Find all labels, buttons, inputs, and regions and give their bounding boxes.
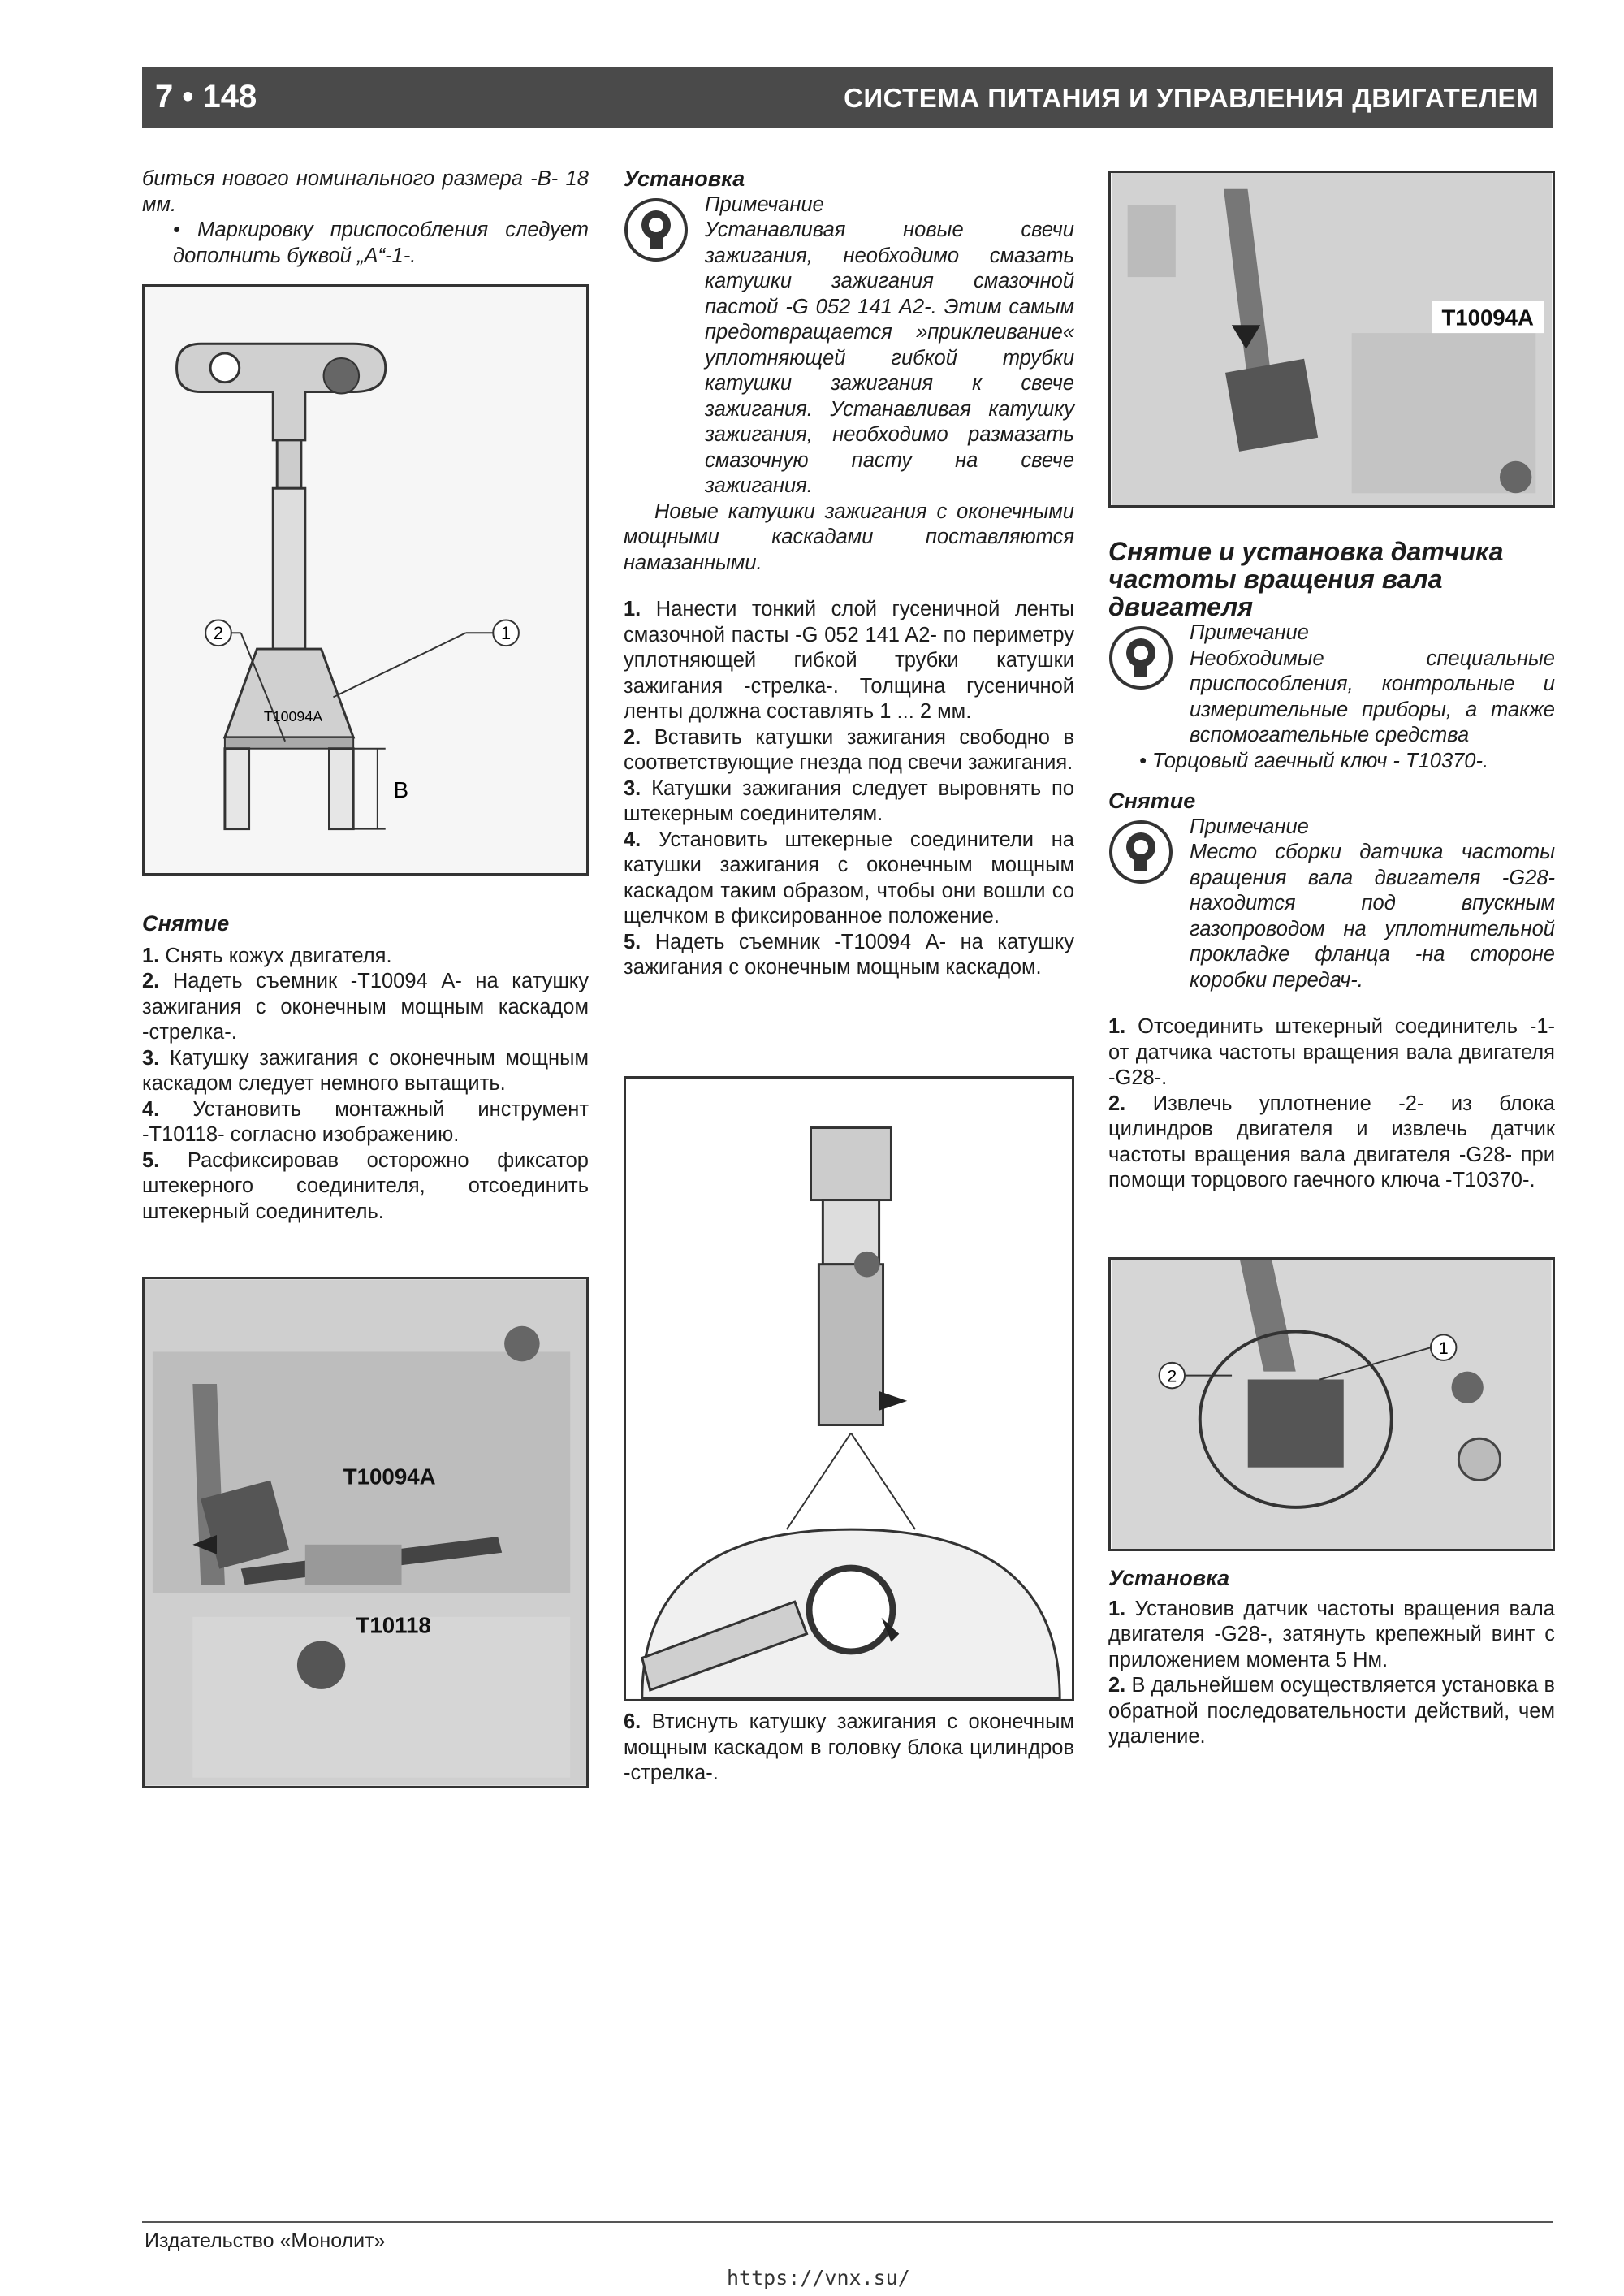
step-item: 5. Расфиксировав осторожно фиксатор штекерного соединителя, отсоединить штекерный соединитель. (142, 1148, 589, 1223)
step-item: 1. Снять кожух двигателя. (142, 944, 392, 967)
callout-1: 1 (501, 623, 512, 644)
callout-2: 2 (1167, 1365, 1177, 1386)
step-item: 2. Вставить катушки зажигания свободно в соответствующие гнезда под свечи зажигания. (624, 725, 1074, 774)
step-item: 1. Установив датчик частоты вращения вала двигателя -G28-, затянуть крепежный винт с приложением момента 5 Нм. (1108, 1597, 1555, 1671)
column-middle (624, 166, 1074, 981)
figure-tool-t10094a (142, 284, 589, 876)
note-bullet: • Торцовый гаечный ключ - Т10370-. (1139, 749, 1489, 772)
tool-drawing (145, 287, 586, 873)
note-block-2 (1108, 815, 1555, 994)
lightbulb-icon (1108, 819, 1173, 884)
intro-bullet: • Маркировку приспособления следует дополнить буквой „А“-1-. (173, 218, 589, 267)
logo-icon (854, 1252, 880, 1278)
step-item: 2. Надеть съемник -Т10094 А- на катушку зажигания с оконечным мощным каскадом -стрелка-. (142, 970, 589, 1044)
figure-coil-paste (624, 1076, 1074, 1701)
step-item: 3. Катушки зажигания следует выровнять по штекерным соединителям. (624, 776, 1074, 825)
note-block-1 (1108, 620, 1555, 749)
note-title: Примечание (705, 192, 824, 216)
dimension-b-label: B (393, 777, 409, 803)
lightbulb-icon (1108, 625, 1173, 690)
step-item: 1. Нанести тонкий слой гусеничной ленты смазочной пасты -G 052 141 A2- по периметру уплотняющей гибкой трубки катушки зажигания -стрелка-. Толщина гусеничной ленты должна составлять 1 ... 2 мм. (624, 598, 1074, 723)
label-t10094a: T10094A (1441, 305, 1534, 331)
note-text: Необходимые специальные приспособления, контрольные и измерительные приборы, а также вспомогательные средства (1190, 646, 1555, 746)
logo-icon (1500, 461, 1531, 493)
removal-steps (142, 944, 589, 1226)
publisher-name: Издательство «Монолит» (145, 2229, 386, 2252)
step-item: 2. В дальнейшем осуществляется установка в обратной последовательности действий, чем удаление. (1108, 1674, 1555, 1748)
note-text: Место сборки датчика частоты вращения вала двигателя -G28- находится под впускным газопроводом на уплотнительной прокладке фланца -на стороне коробки передач-. (1190, 841, 1555, 992)
logo-icon (504, 1326, 540, 1362)
tool-label: T10094A (263, 708, 323, 725)
note-block (624, 192, 1074, 499)
callout-2: 2 (213, 623, 224, 644)
label-t10118: T10118 (356, 1612, 431, 1638)
engine-photo-3 (1111, 1260, 1553, 1549)
chapter-page-number: 7 • 148 (155, 79, 257, 115)
sensor-install-steps (1108, 1597, 1555, 1750)
column-right-install (1108, 1566, 1555, 1750)
figure-coil-install (1108, 171, 1555, 508)
step-item: 4. Установить монтажный инструмент -Т10118- согласно изображению. (142, 1097, 589, 1146)
figure-sensor (1108, 1257, 1555, 1551)
figure-coil-removal (142, 1277, 589, 1788)
lightbulb-icon (624, 197, 689, 262)
logo-icon (1452, 1372, 1484, 1403)
sensor-removal-steps (1108, 1014, 1555, 1194)
column-left-removal (142, 911, 589, 1225)
note-title: Примечание (1190, 621, 1309, 644)
heading-installation: Установка (624, 166, 745, 191)
section-title: СИСТЕМА ПИТАНИЯ И УПРАВЛЕНИЯ ДВИГАТЕЛЕМ (844, 83, 1539, 113)
page-header (142, 67, 1553, 128)
step-item: 5. Надеть съемник -Т10094 А- на катушку зажигания с оконечным мощным каскадом. (624, 930, 1074, 979)
column-left (142, 166, 589, 269)
step-6: 6. Втиснуть катушку зажигания с оконечным мощным каскадом в головку блока цилиндров -стрелка-. (624, 1710, 1074, 1784)
heading-sensor: Снятие и установка датчика частоты вращения вала двигателя (1108, 537, 1504, 621)
column-right (1108, 538, 1555, 1194)
heading-removal: Снятие (1108, 789, 1196, 813)
heading-removal: Снятие (142, 911, 230, 936)
source-url[interactable]: https://vnx.su/ (727, 2266, 910, 2290)
step-item: 4. Установить штекерные соединители на катушки зажигания с оконечным мощным каскадом таким образом, чтобы они вошли со щелчком в фиксированное положение. (624, 828, 1074, 927)
step-item: 2. Извлечь уплотнение -2- из блока цилиндров двигателя и извлечь датчик частоты вращения вала двигателя -G28- при помощи торцового гаечного ключа -Т10370-. (1108, 1092, 1555, 1191)
column-middle-step6 (624, 1710, 1074, 1787)
heading-installation: Установка (1108, 1566, 1230, 1590)
engine-photo-1 (145, 1279, 586, 1786)
note-title: Примечание (1190, 815, 1309, 838)
step-item: 3. Катушку зажигания с оконечным мощным каскадом следует немного вытащить. (142, 1046, 589, 1095)
callout-1: 1 (1438, 1338, 1449, 1359)
label-t10094a: T10094A (343, 1464, 436, 1490)
installation-steps (624, 597, 1074, 981)
note-text-2: Новые катушки зажигания с оконечными мощными каскадами поставляются намазанными. (624, 499, 1074, 574)
footer-divider (142, 2221, 1553, 2223)
coil-drawing (626, 1079, 1072, 1699)
step-item: 1. Отсоединить штекерный соединитель -1- от датчика частоты вращения вала двигателя -G28-. (1108, 1015, 1556, 1089)
intro-text: биться нового номинального размера -В- 18 мм. (142, 167, 589, 216)
note-text: Устанавливая новые свечи зажигания, необходимо смазать катушки зажигания смазочной пастой -G 052 141 A2-. Этим самым предотвращается »приклеивание« уплотняющей гибкой трубки катушки зажигания к свече зажигания. Устанавливая катушку зажигания, необходимо размазать смазочную пасту на свече зажигания. (705, 218, 1074, 497)
engine-photo-2 (1111, 173, 1553, 505)
logo-icon (324, 358, 360, 394)
